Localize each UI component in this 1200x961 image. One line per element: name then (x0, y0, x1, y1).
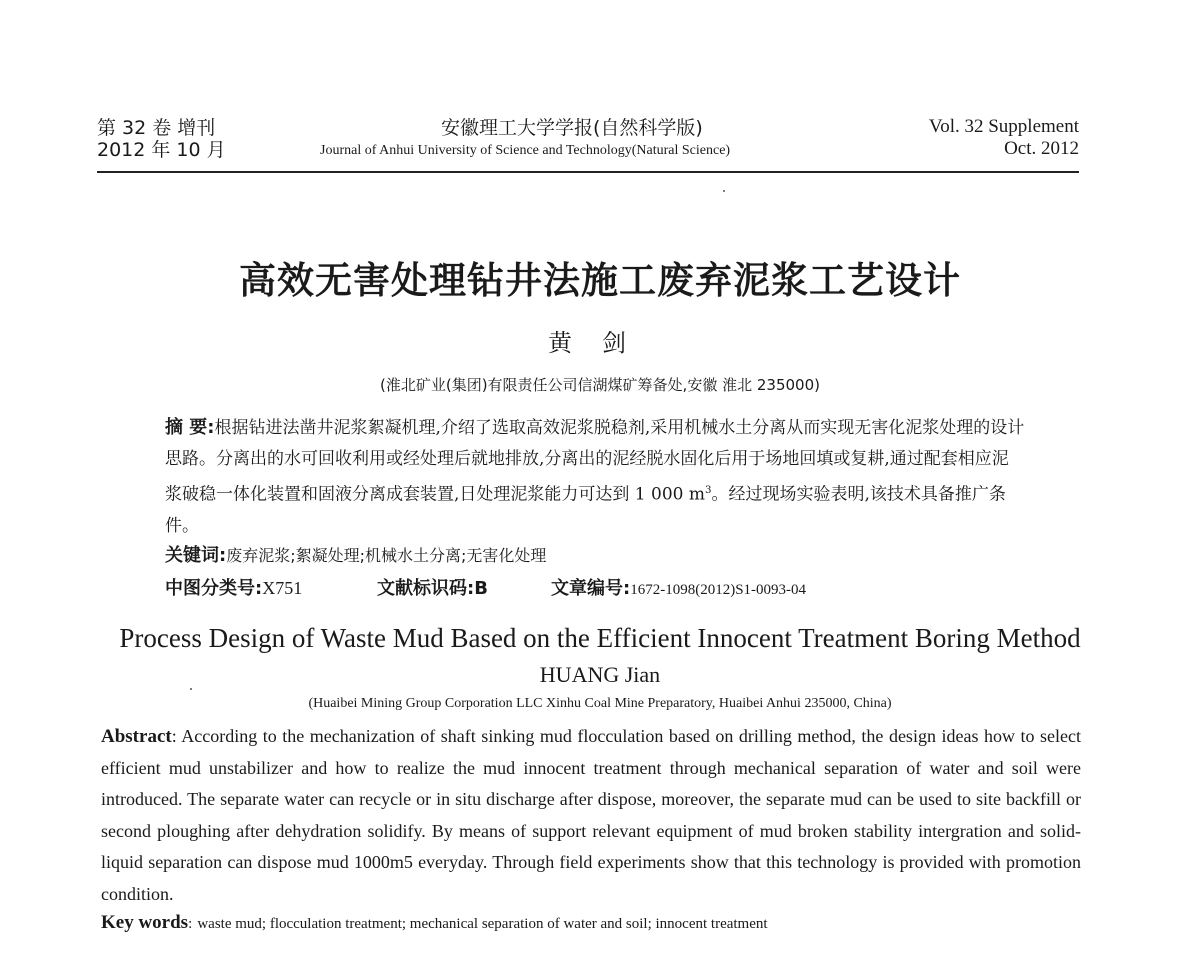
abstract-cn-text: 根据钻进法凿井泥浆絮凝机理,介绍了选取高效泥浆脱稳剂,采用机械水土分离从而实现无害化泥浆处理的设计思路。分离出的水可回收利用或经处理后就地排放,分离出的泥经脱水固化后用于场地回填或复耕,通过配套相应泥浆破稳一体化装置和固液分离成套装置,日处理泥浆能力可达到 1 000 m (165, 418, 1025, 505)
keywords-en-colon: : (188, 916, 193, 932)
keywords-cn-text: 废弃泥浆;絮凝处理;机械水土分离;无害化处理 (226, 546, 547, 565)
affiliation-cn: (淮北矿业(集团)有限责任公司信湖煤矿筹备处,安徽 淮北 235000) (380, 376, 820, 394)
author-en: HUANG Jian (539, 662, 661, 687)
clc-label: 中图分类号: (165, 578, 263, 599)
abstract-cn-sup: 3 (705, 485, 712, 496)
abstract-cn (165, 412, 1025, 542)
volume-cn: 第 32 卷 增刊 (97, 117, 216, 139)
date-en: Oct. 2012 (1004, 138, 1079, 159)
abstract-en-text: According to the mechanization of shaft sinking mud flocculation based on drilling method, the design ideas how to select efficient mud unstabilizer and how to realize the mud innocent treatment through mechanical separation of water and soil were introduced. The separate water can recycle or in situ discharge after dispose, moreover, the separate mud can be used to site backfill or second ploughing after dehydration solidify. By means of support relevant equipment of mud broken stability intergration and solid-liquid separation can dispose mud 1000m5 everyday. Through field experiments show that this technology is provided with promotion condition. (101, 726, 1081, 904)
abstract-en-label: Abstract (101, 726, 172, 747)
abstract-cn-label: 摘 要: (165, 417, 215, 438)
abstract-cn-text-end: 。经过现场实验表明,该技术具备推广条件。 (165, 484, 1006, 536)
affiliation-en: (Huaibei Mining Group Corporation LLC Xinhu Coal Mine Preparatory, Huaibei Anhui 235000, China) (308, 696, 892, 711)
paper-title-en: Process Design of Waste Mud Based on the Efficient Innocent Treatment Boring Method (119, 623, 1081, 653)
header-rule (97, 171, 1079, 173)
clc-number (165, 574, 302, 600)
keywords-cn (165, 541, 546, 567)
scan-speck (723, 190, 725, 192)
keywords-en (101, 912, 768, 934)
keywords-en-text: waste mud; flocculation treatment; mechanical separation of water and soil; innocent treatment (197, 916, 768, 932)
scan-speck-2 (190, 688, 192, 690)
abstract-en-colon: : (171, 726, 177, 746)
article-number-label: 文章编号: (551, 578, 631, 599)
volume-en: Vol. 32 Supplement (928, 116, 1079, 137)
document-code (377, 574, 488, 600)
clc-value: X751 (262, 578, 303, 598)
date-cn: 2012 年 10 月 (97, 139, 226, 161)
doc-code-label: 文献标识码: (377, 578, 475, 599)
doc-code-value: B (474, 578, 488, 599)
article-number (551, 574, 806, 600)
keywords-cn-label: 关键词: (165, 545, 227, 566)
journal-title-cn: 安徽理工大学学报(自然科学版) (441, 117, 703, 139)
keywords-en-label: Key words (101, 912, 189, 933)
author-cn: 黄剑 (548, 329, 656, 357)
abstract-en (101, 721, 1081, 910)
article-number-value: 1672-1098(2012)S1-0093-04 (630, 582, 807, 598)
paper-title-cn: 高效无害处理钻井法施工废弃泥浆工艺设计 (239, 258, 961, 302)
journal-title-en: Journal of Anhui University of Science and Technology(Natural Science) (320, 143, 731, 158)
